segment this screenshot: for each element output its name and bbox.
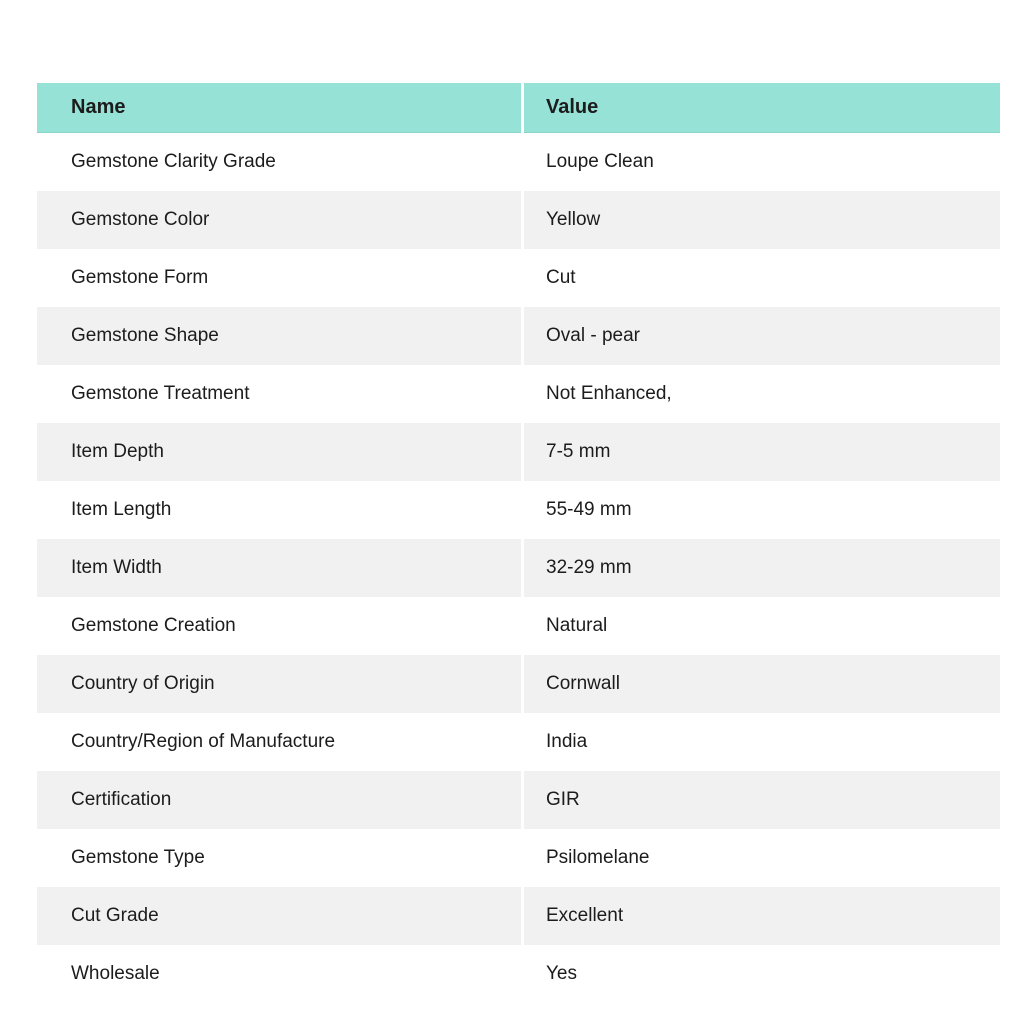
spec-name-cell	[37, 597, 521, 655]
spec-value-cell	[524, 481, 1000, 539]
spec-name-cell	[37, 945, 521, 1003]
spec-value: Yes	[546, 963, 577, 984]
table-row	[37, 713, 1000, 771]
spec-value-cell	[524, 249, 1000, 307]
column-header-name: Name	[71, 96, 126, 118]
spec-name: Item Length	[71, 499, 172, 520]
table-row	[37, 133, 1000, 191]
item-specifics-table	[37, 83, 1000, 1003]
table-row	[37, 481, 1000, 539]
table-row	[37, 423, 1000, 481]
table-row	[37, 191, 1000, 249]
spec-name-cell	[37, 365, 521, 423]
spec-value: Psilomelane	[546, 847, 650, 868]
spec-name: Gemstone Creation	[71, 615, 236, 636]
table-row	[37, 887, 1000, 945]
spec-value-cell	[524, 945, 1000, 1003]
spec-name: Certification	[71, 789, 172, 810]
table-row	[37, 539, 1000, 597]
spec-value-cell	[524, 771, 1000, 829]
spec-name-cell	[37, 481, 521, 539]
spec-name-cell	[37, 249, 521, 307]
table-body	[37, 133, 1000, 1003]
spec-value-cell	[524, 365, 1000, 423]
spec-name: Gemstone Type	[71, 847, 205, 868]
spec-value: India	[546, 731, 588, 752]
column-header-value: Value	[546, 96, 599, 118]
spec-value: Excellent	[546, 905, 624, 926]
spec-name-cell	[37, 423, 521, 481]
spec-value-cell	[524, 539, 1000, 597]
spec-value: Cut	[546, 267, 576, 288]
spec-name: Gemstone Clarity Grade	[71, 151, 276, 172]
spec-name: Gemstone Treatment	[71, 383, 250, 404]
table-row	[37, 655, 1000, 713]
spec-value-cell	[524, 713, 1000, 771]
spec-value: 32-29 mm	[546, 557, 632, 578]
spec-value-cell	[524, 655, 1000, 713]
spec-name-cell	[37, 133, 521, 191]
spec-name: Item Depth	[71, 441, 164, 462]
spec-value-cell	[524, 597, 1000, 655]
spec-name: Cut Grade	[71, 905, 159, 926]
spec-value: Yellow	[546, 209, 601, 230]
spec-value-cell	[524, 191, 1000, 249]
spec-value: Cornwall	[546, 673, 620, 694]
spec-name-cell	[37, 307, 521, 365]
spec-value-cell	[524, 829, 1000, 887]
spec-name-cell	[37, 655, 521, 713]
table-row	[37, 771, 1000, 829]
spec-name: Wholesale	[71, 963, 160, 984]
spec-value-cell	[524, 887, 1000, 945]
spec-name: Gemstone Shape	[71, 325, 219, 346]
table-row	[37, 365, 1000, 423]
spec-value: 55-49 mm	[546, 499, 632, 520]
table-row	[37, 945, 1000, 1003]
spec-name-cell	[37, 191, 521, 249]
table-row	[37, 829, 1000, 887]
header-cell-name	[37, 83, 521, 133]
table-row	[37, 249, 1000, 307]
spec-name-cell	[37, 771, 521, 829]
table-header-row	[37, 83, 1000, 133]
spec-name-cell	[37, 887, 521, 945]
spec-value: GIR	[546, 789, 580, 810]
spec-value: Oval - pear	[546, 325, 640, 346]
spec-name: Country of Origin	[71, 673, 215, 694]
header-cell-value	[524, 83, 1000, 133]
spec-name: Gemstone Form	[71, 267, 209, 288]
spec-value-cell	[524, 307, 1000, 365]
spec-value: Not Enhanced,	[546, 383, 672, 404]
spec-name-cell	[37, 539, 521, 597]
spec-value-cell	[524, 423, 1000, 481]
spec-name-cell	[37, 829, 521, 887]
spec-value: Natural	[546, 615, 608, 636]
spec-value: 7-5 mm	[546, 441, 611, 462]
spec-value: Loupe Clean	[546, 151, 654, 172]
spec-value-cell	[524, 133, 1000, 191]
spec-name-cell	[37, 713, 521, 771]
table-row	[37, 597, 1000, 655]
spec-name: Item Width	[71, 557, 162, 578]
table-row	[37, 307, 1000, 365]
spec-name: Country/Region of Manufacture	[71, 731, 336, 752]
spec-name: Gemstone Color	[71, 209, 210, 230]
